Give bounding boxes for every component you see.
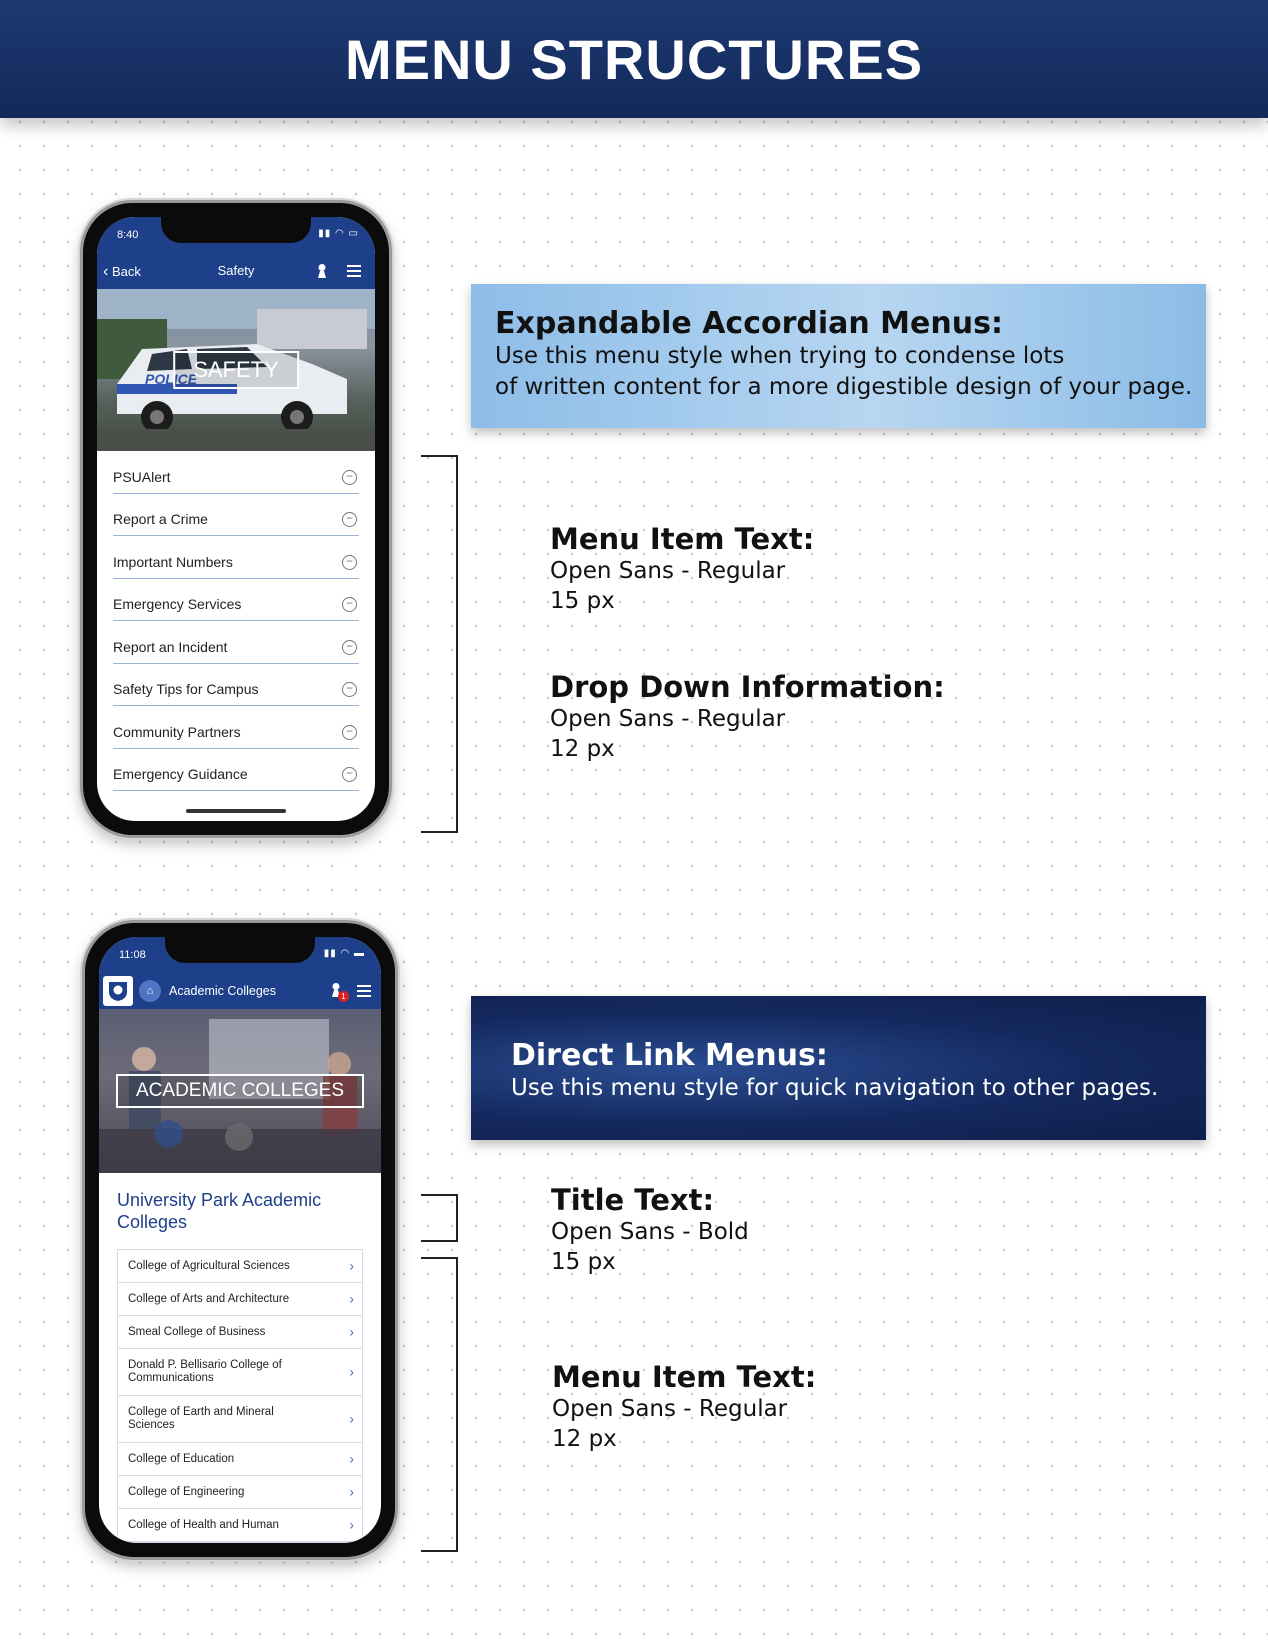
psu-shield-logo[interactable]	[103, 976, 133, 1006]
spec-size: 15 px	[551, 1249, 616, 1275]
spec-menu-item-text	[550, 522, 814, 616]
accordion-menu	[113, 451, 359, 791]
bracket-direct-link-list	[421, 1257, 458, 1552]
spec-font: Open Sans - Regular	[550, 558, 786, 584]
phone-screen	[97, 217, 375, 821]
accordion-item[interactable]	[113, 706, 359, 749]
direct-link-label: College of Health and Human	[128, 1518, 279, 1531]
section-title: University Park Academic Colleges	[117, 1190, 322, 1232]
screen-title: Safety	[217, 263, 255, 278]
accordion-item-label: PSUAlert	[113, 468, 171, 485]
direct-link-item[interactable]	[118, 1476, 362, 1509]
collapse-circle-icon[interactable]: −	[342, 725, 357, 740]
home-indicator	[186, 809, 286, 813]
hero-label: ACADEMIC COLLEGES	[116, 1074, 364, 1108]
direct-link-item[interactable]	[118, 1396, 362, 1443]
nav-bar	[97, 253, 375, 289]
spec-title-text	[551, 1183, 749, 1277]
phone-mockup-academic-colleges	[82, 920, 398, 1560]
direct-link-menu	[117, 1249, 363, 1543]
chevron-right-icon: ›	[349, 1257, 354, 1274]
spec-title: Drop Down Information:	[550, 670, 945, 704]
spec-size: 12 px	[550, 736, 615, 762]
spec-menu-item-text-direct	[552, 1360, 816, 1454]
chevron-right-icon: ›	[349, 1516, 354, 1533]
accordion-item-label: Community Partners	[113, 723, 241, 740]
chevron-right-icon: ›	[349, 1323, 354, 1340]
direct-link-item[interactable]	[118, 1283, 362, 1316]
collapse-circle-icon[interactable]: −	[342, 597, 357, 612]
spec-title: Menu Item Text:	[552, 1360, 817, 1394]
direct-link-item[interactable]	[118, 1349, 362, 1396]
chevron-right-icon: ›	[349, 1483, 354, 1500]
direct-link-callout	[471, 996, 1206, 1140]
direct-link-label: College of Earth and Mineral Sciences	[128, 1406, 274, 1431]
nav-bar	[99, 973, 381, 1009]
accordion-item-label: Report an Incident	[113, 638, 228, 655]
collapse-circle-icon[interactable]: −	[342, 470, 357, 485]
signal-wifi-battery-icon: ▮▮ ◠ ▬	[323, 948, 365, 959]
accordion-item-label: Important Numbers	[113, 553, 233, 570]
accordion-item[interactable]	[113, 621, 359, 664]
chevron-right-icon: ›	[349, 1290, 354, 1307]
bracket-title-text	[421, 1194, 458, 1242]
direct-link-label: Smeal College of Business	[128, 1325, 266, 1338]
nittany-lion-icon	[107, 980, 129, 1002]
spec-font: Open Sans - Regular	[550, 706, 786, 732]
accordion-item-label: Emergency Guidance	[113, 766, 248, 782]
hamburger-menu-icon[interactable]	[347, 265, 361, 277]
phone-notch	[165, 937, 315, 963]
collapse-circle-icon[interactable]: −	[342, 512, 357, 527]
spec-size: 15 px	[550, 588, 615, 614]
spec-size: 12 px	[552, 1426, 617, 1452]
direct-link-item[interactable]	[118, 1250, 362, 1283]
user-icon[interactable]	[315, 263, 329, 279]
accordion-item-label: Report a Crime	[113, 511, 208, 527]
accordion-item[interactable]	[113, 494, 359, 537]
chevron-right-icon: ›	[349, 1450, 354, 1467]
building-icon[interactable]: ⌂	[139, 980, 161, 1002]
accordion-item[interactable]	[113, 451, 359, 494]
collapse-circle-icon[interactable]: −	[342, 555, 357, 570]
accordion-callout	[471, 284, 1206, 428]
signal-wifi-battery-icon: ▮▮ ◠ ▭	[318, 228, 359, 239]
accordion-item-label: Safety Tips for Campus	[113, 681, 259, 697]
accordion-item[interactable]	[113, 749, 359, 792]
direct-link-label: College of Education	[128, 1452, 235, 1465]
bracket-accordion-list	[421, 455, 458, 833]
header-banner	[0, 0, 1268, 118]
direct-link-label: Donald P. Bellisario College of Communications	[128, 1359, 282, 1384]
back-label: Back	[111, 264, 141, 279]
spec-title: Title Text:	[551, 1183, 715, 1217]
chevron-right-icon: ›	[349, 1363, 354, 1380]
phone-screen	[99, 937, 381, 1543]
chevron-left-icon: ‹	[103, 263, 109, 280]
accordion-item[interactable]	[113, 579, 359, 622]
collapse-circle-icon[interactable]: −	[342, 640, 357, 655]
accordion-callout-line2: of written content for a more digestible design of your page.	[495, 374, 1193, 400]
direct-link-item[interactable]	[118, 1509, 362, 1542]
status-time: 8:40	[117, 229, 139, 241]
direct-link-item[interactable]	[118, 1443, 362, 1476]
spec-title: Menu Item Text:	[550, 522, 815, 556]
direct-link-label: College of Engineering	[128, 1485, 245, 1498]
hero-image-classroom	[99, 1009, 381, 1173]
spec-font: Open Sans - Bold	[551, 1219, 749, 1245]
chevron-right-icon: ›	[349, 1410, 354, 1427]
hero-image-police-car	[97, 289, 375, 451]
collapse-circle-icon[interactable]: −	[342, 767, 357, 782]
direct-link-item[interactable]	[118, 1316, 362, 1349]
direct-link-label: College of Agricultural Sciences	[128, 1259, 290, 1272]
accordion-callout-title: Expandable Accordian Menus:	[495, 306, 1003, 341]
hero-label: SAFETY	[173, 351, 299, 389]
spec-drop-down-information	[550, 670, 945, 764]
police-car-text: POLICE	[145, 371, 198, 387]
collapse-circle-icon[interactable]: −	[342, 682, 357, 697]
accordion-item-label: Emergency Services	[113, 596, 242, 612]
status-time: 11:08	[119, 949, 146, 961]
direct-link-label: College of Arts and Architecture	[128, 1292, 290, 1305]
accordion-item[interactable]	[113, 664, 359, 707]
accordion-item[interactable]	[113, 536, 359, 579]
direct-link-callout-title: Direct Link Menus:	[511, 1038, 828, 1073]
spec-font: Open Sans - Regular	[552, 1396, 788, 1422]
notification-badge: 1	[338, 991, 349, 1002]
hamburger-menu-icon[interactable]	[357, 985, 371, 997]
direct-link-callout-line1: Use this menu style for quick navigation to other pages.	[511, 1075, 1159, 1101]
accordion-callout-line1: Use this menu style when trying to condense lots	[495, 343, 1065, 369]
phone-notch	[161, 217, 311, 243]
screen-title: Academic Colleges	[169, 984, 276, 998]
page-title: MENU STRUCTURES	[344, 27, 924, 91]
phone-mockup-safety	[80, 200, 392, 838]
